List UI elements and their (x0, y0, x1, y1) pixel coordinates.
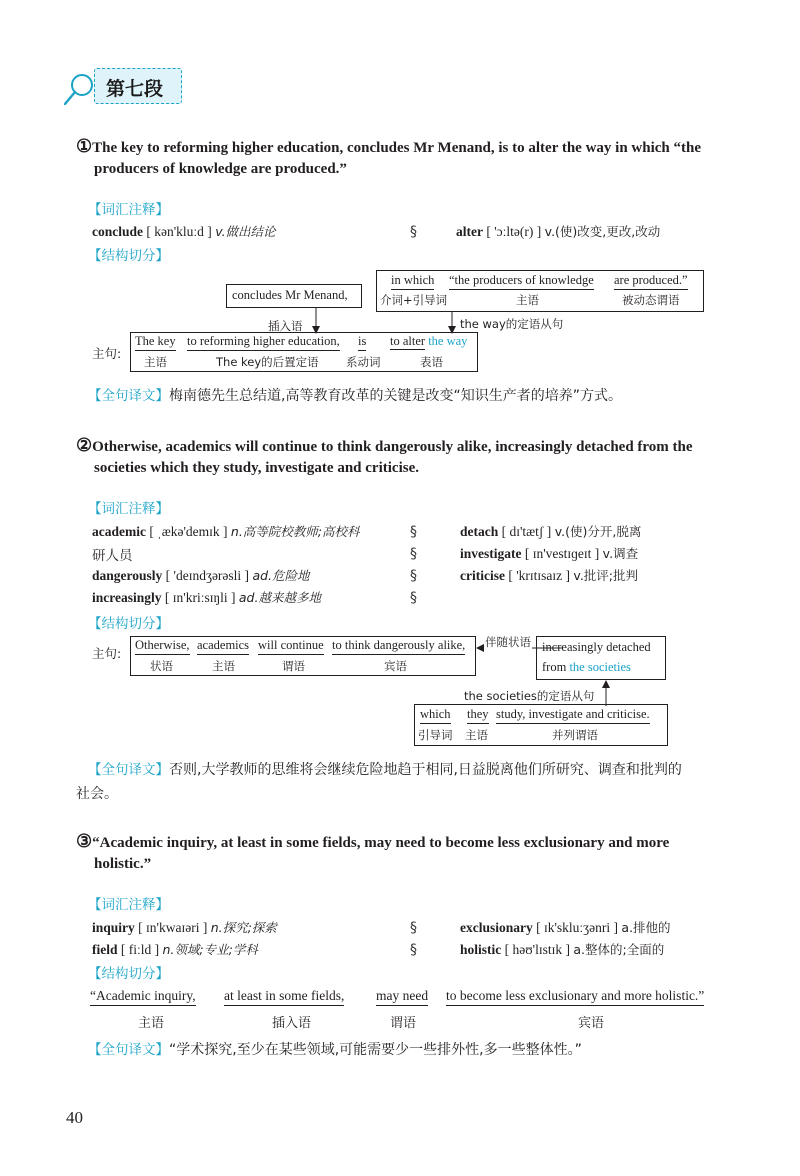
separator-glyph: § (410, 920, 417, 936)
sentence-3-line-2: holistic.” (94, 856, 152, 872)
s3-word-4: to become less exclusionary and more holistic.” (446, 988, 704, 1006)
vocab-exclusionary: exclusionary [ ɪk'skluːʒənri ] a.排他的 (460, 920, 671, 935)
s3-label-4: 宾语 (578, 1016, 605, 1031)
main-clause-label-2: 主句: (92, 646, 122, 661)
section-header (62, 68, 192, 108)
vocab-inquiry: inquiry [ ɪn'kwaɪəri ] n.探究;探索 (92, 920, 277, 935)
s3-word-3: may need (376, 988, 428, 1006)
rc-note-1: the way的定语从句 (460, 317, 564, 331)
main2-label-1: 状语 (150, 659, 173, 673)
rc2-label-2: 主语 (465, 728, 488, 742)
separator-glyph: § (410, 590, 417, 606)
main2-label-2: 主语 (212, 659, 235, 673)
acc-word-2: from the societies (542, 660, 631, 674)
rc-note-2: the societies的定语从句 (464, 689, 595, 703)
vocab-criticise: criticise [ 'krɪtɪsaɪz ] v.批评;批判 (460, 568, 639, 583)
vocab-conclude: conclude [ kən'kluːd ] v.做出结论 (92, 224, 276, 239)
structure-tag-3: 【结构切分】 (88, 966, 169, 982)
separator-glyph: § (410, 546, 417, 562)
separator-glyph: § (410, 942, 417, 958)
main2-word-3: will continue (258, 638, 324, 655)
vocab-increasingly: increasingly [ ɪn'kriːsɪŋli ] ad.越来越多地 (92, 590, 321, 605)
vocab-academic: academic [ ˌækə'demɪk ] n.高等院校教师;高校科 (92, 524, 360, 539)
main2-word-2: academics (197, 638, 249, 655)
rc2-word-3: study, investigate and criticise. (496, 707, 650, 724)
insert-text-1: concludes Mr Menand, (232, 288, 348, 302)
separator-glyph: § (410, 224, 417, 240)
s3-label-3: 谓语 (390, 1016, 417, 1031)
main1-label-1: 主语 (144, 355, 167, 369)
sentence-3-line-1: ③“Academic inquiry, at least in some fields, may need to become less exclusionary and more (76, 831, 670, 851)
sentence-1-line-2: producers of knowledge are produced.” (94, 161, 347, 177)
rc1-word-2: “the producers of knowledge (449, 273, 594, 290)
rc2-word-2: they (467, 707, 489, 724)
vocab-holistic: holistic [ həʊ'lɪstɪk ] a.整体的;全面的 (460, 942, 665, 957)
rc2-label-3: 并列谓语 (552, 728, 598, 742)
rc1-word-3: are produced.” (614, 273, 688, 290)
s3-word-1: “Academic inquiry, (90, 988, 196, 1006)
vocab-dangerously: dangerously [ 'deɪndʒərəsli ] ad.危险地 (92, 568, 310, 583)
accompany-label: 伴随状语 (485, 635, 531, 649)
vocab-detach: detach [ dɪ'tætʃ ] v.(使)分开,脱离 (460, 524, 642, 539)
s3-label-2: 插入语 (272, 1016, 312, 1031)
main1-label-2: The key的后置定语 (216, 355, 319, 369)
rc1-label-2: 主语 (516, 293, 539, 307)
sentence-2-line-2: societies which they study, investigate and criticise. (94, 460, 419, 476)
insert-label-1: 插入语 (268, 319, 303, 333)
main2-word-1: Otherwise, (135, 638, 190, 655)
section-title: 第七段 (106, 78, 164, 100)
vocab-tag-3: 【词汇注释】 (88, 897, 169, 913)
main2-label-3: 谓语 (282, 659, 305, 673)
rc2-label-1: 引导词 (418, 728, 453, 742)
translation-2-cont: 社会。 (76, 786, 118, 802)
vocab-tag-1: 【词汇注释】 (88, 202, 169, 218)
main2-word-4: to think dangerously alike, (332, 638, 465, 655)
main1-word-4: to alter the way (390, 334, 468, 348)
acc-word-1: increasingly detached (542, 640, 651, 654)
main1-label-4: 表语 (420, 355, 443, 369)
main1-label-3: 系动词 (346, 355, 381, 369)
vocab-field: field [ fiːld ] n.领域;专业;学科 (92, 942, 258, 957)
rc1-label-1: 介词+引导词 (380, 293, 448, 307)
s3-label-1: 主语 (138, 1016, 165, 1031)
structure-tag-1: 【结构切分】 (88, 248, 169, 264)
vocab-alter: alter [ 'ɔːltə(r) ] v.(使)改变,更改,改动 (456, 224, 661, 239)
vocab-investigate: investigate [ ɪn'vestɪɡeɪt ] v.调查 (460, 546, 639, 561)
page-number: 40 (66, 1108, 83, 1127)
main-clause-label-1: 主句: (92, 346, 122, 361)
vocab-academic-cont: 研人员 (92, 548, 133, 563)
sentence-1-number: ① (76, 136, 93, 156)
sentence-2-number: ② (76, 435, 93, 455)
s3-word-2: at least in some fields, (224, 988, 344, 1006)
rc2-word-1: which (420, 707, 451, 724)
separator-glyph: § (410, 568, 417, 584)
rc1-label-3: 被动态谓语 (622, 293, 680, 307)
rc-arrow-2 (596, 680, 616, 706)
main1-word-3: is (358, 334, 366, 351)
sentence-2-line-1: ②Otherwise, academics will continue to think dangerously alike, increasingly detached from the (76, 435, 693, 455)
main2-label-4: 宾语 (384, 659, 407, 673)
rc1-word-1: in which (391, 273, 434, 290)
translation-1: 【全句译文】梅南德先生总结道,高等教育改革的关键是改变“知识生产者的培养”方式。 (88, 388, 622, 404)
separator-glyph: § (410, 524, 417, 540)
sentence-3-number: ③ (76, 831, 93, 851)
translation-3: 【全句译文】“学术探究,至少在某些领域,可能需要少一些排外性,多一些整体性。” (88, 1042, 582, 1058)
translation-2: 【全句译文】否则,大学教师的思维将会继续危险地趋于相同,日益脱离他们所研究、调查和批判的 (88, 762, 682, 778)
structure-tag-2: 【结构切分】 (88, 616, 169, 632)
vocab-tag-2: 【词汇注释】 (88, 501, 169, 517)
main1-word-1: The key (135, 334, 176, 351)
sentence-1-line-1: ①The key to reforming higher education, concludes Mr Menand, is to alter the way in which “the (76, 136, 702, 156)
main1-word-2: to reforming higher education, (187, 334, 340, 351)
